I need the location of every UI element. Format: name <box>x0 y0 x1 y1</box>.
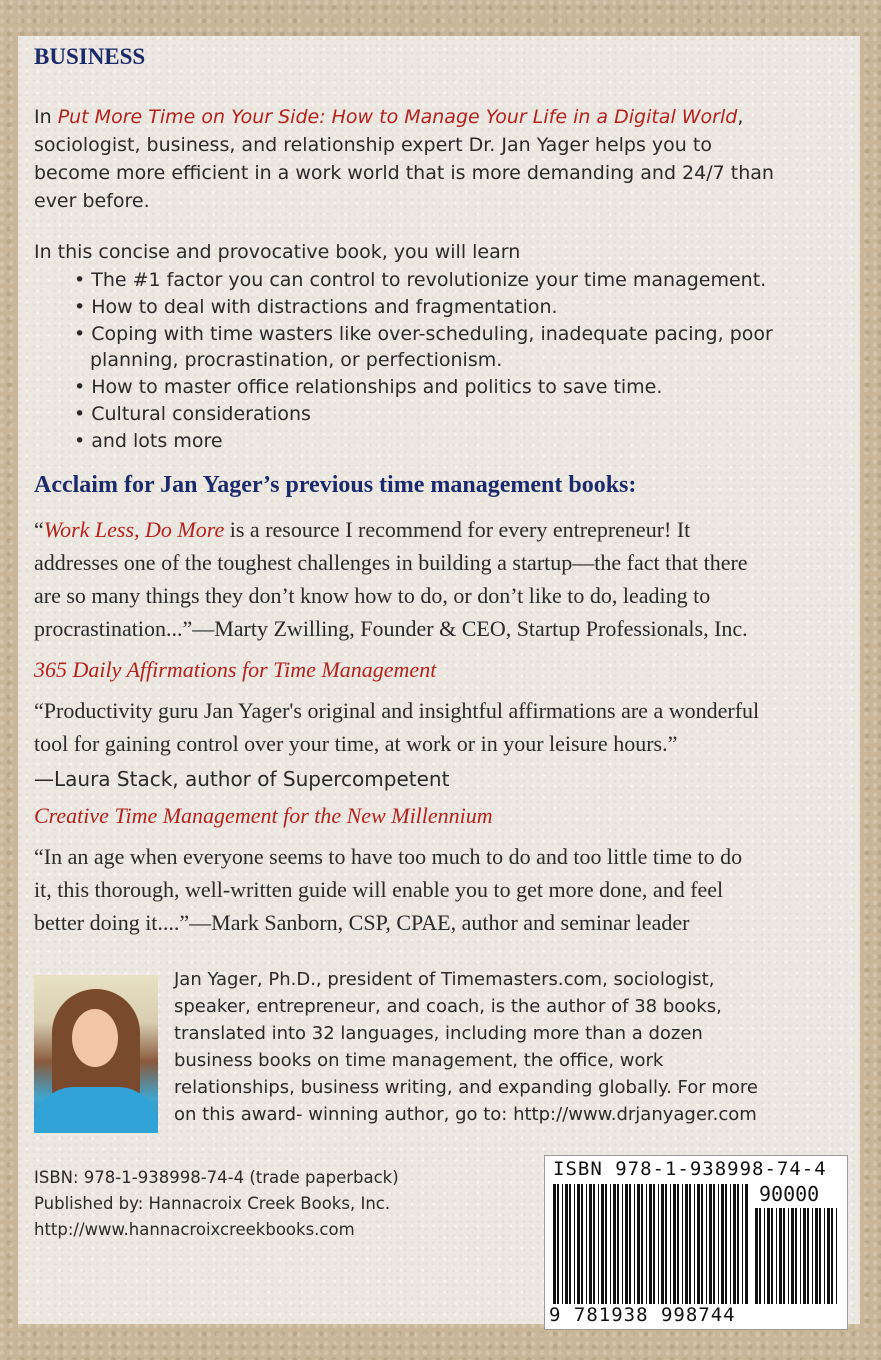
bio-line: relationships, business writing, and expanding globally. For more <box>174 1077 758 1098</box>
quote3-line-3: better doing it....”—Mark Sanborn, CSP, CPAE, author and seminar leader <box>34 910 690 935</box>
learn-intro: In this concise and provocative book, you will learn <box>34 241 521 263</box>
book2-title: 365 Daily Affirmations for Time Management <box>34 657 437 682</box>
book3-title: Creative Time Management for the New Millennium <box>34 803 493 828</box>
bullet-item: • How to master office relationships and politics to save time. <box>74 376 663 398</box>
quote1-line-2: addresses one of the toughest challenges in building a startup—the fact that there <box>34 550 748 575</box>
barcode-addon-bars <box>755 1208 839 1304</box>
barcode-digits: 9 781938 998744 <box>549 1304 736 1326</box>
quote2-attribution: —Laura Stack, author of Supercompetent <box>34 767 450 791</box>
acclaim-heading: Acclaim for Jan Yager’s previous time management books: <box>34 472 637 498</box>
author-photo <box>34 975 158 1133</box>
quote1-line-1: “Work Less, Do More is a resource I recommend for every entrepreneur! It <box>34 517 691 542</box>
publisher-text: Published by: Hannacroix Creek Books, Inc. <box>34 1194 391 1213</box>
bullet-item: • and lots more <box>74 430 223 452</box>
bullet-item: • The #1 factor you can control to revolutionize your time management. <box>74 269 767 291</box>
intro-line-4: ever before. <box>34 190 150 212</box>
intro-line-3: become more efficient in a work world that is more demanding and 24/7 than <box>34 162 774 184</box>
quote3-line-1: “In an age when everyone seems to have too much to do and too little time to do <box>34 844 743 869</box>
barcode <box>544 1155 848 1330</box>
bullet-item-continued: planning, procrastination, or perfectionism. <box>90 349 503 371</box>
bio-line: Jan Yager, Ph.D., president of Timemasters.com, sociologist, <box>174 969 715 990</box>
bullet-item: • How to deal with distractions and fragmentation. <box>74 296 558 318</box>
quote2-line-2: tool for gaining control over your time, at work or in your leisure hours.” <box>34 731 678 756</box>
publisher-url[interactable]: http://www.hannacroixcreekbooks.com <box>34 1220 355 1239</box>
quote1-book-title: Work Less, Do More <box>43 517 225 542</box>
bullet-item: • Cultural considerations <box>74 403 311 425</box>
intro-line-1: In Put More Time on Your Side: How to Manage Your Life in a Digital World, <box>34 106 744 128</box>
book-title-link: Put More Time on Your Side: How to Manage Your Life in a Digital World <box>57 106 738 128</box>
quote3-line-2: it, this thorough, well-written guide will enable you to get more done, and feel <box>34 877 724 902</box>
bio-line: translated into 32 languages, including more than a dozen <box>174 1023 703 1044</box>
quote1-line-4: procrastination...”—Marty Zwilling, Founder & CEO, Startup Professionals, Inc. <box>34 616 748 641</box>
quote1-line-3: are so many things they don’t know how to do, or don’t like to do, leading to <box>34 583 711 608</box>
bio-line: on this award- winning author, go to: http://www.drjanyager.com <box>174 1104 757 1125</box>
bullet-item: • Coping with time wasters like over-scheduling, inadequate pacing, poor <box>74 323 773 345</box>
intro-line-2: sociologist, business, and relationship expert Dr. Jan Yager helps you to <box>34 134 712 156</box>
isbn-text: ISBN: 978-1-938998-74-4 (trade paperback) <box>34 1168 399 1187</box>
bio-line: business books on time management, the office, work <box>174 1050 664 1071</box>
bio-line: speaker, entrepreneur, and coach, is the author of 38 books, <box>174 996 722 1017</box>
barcode-price-code: 90000 <box>759 1182 820 1206</box>
barcode-bars <box>553 1184 749 1304</box>
barcode-isbn-label: ISBN 978-1-938998-74-4 <box>553 1158 827 1180</box>
quote2-line-1: “Productivity guru Jan Yager's original and insightful affirmations are a wonderful <box>34 698 760 723</box>
category-heading: BUSINESS <box>34 44 146 69</box>
